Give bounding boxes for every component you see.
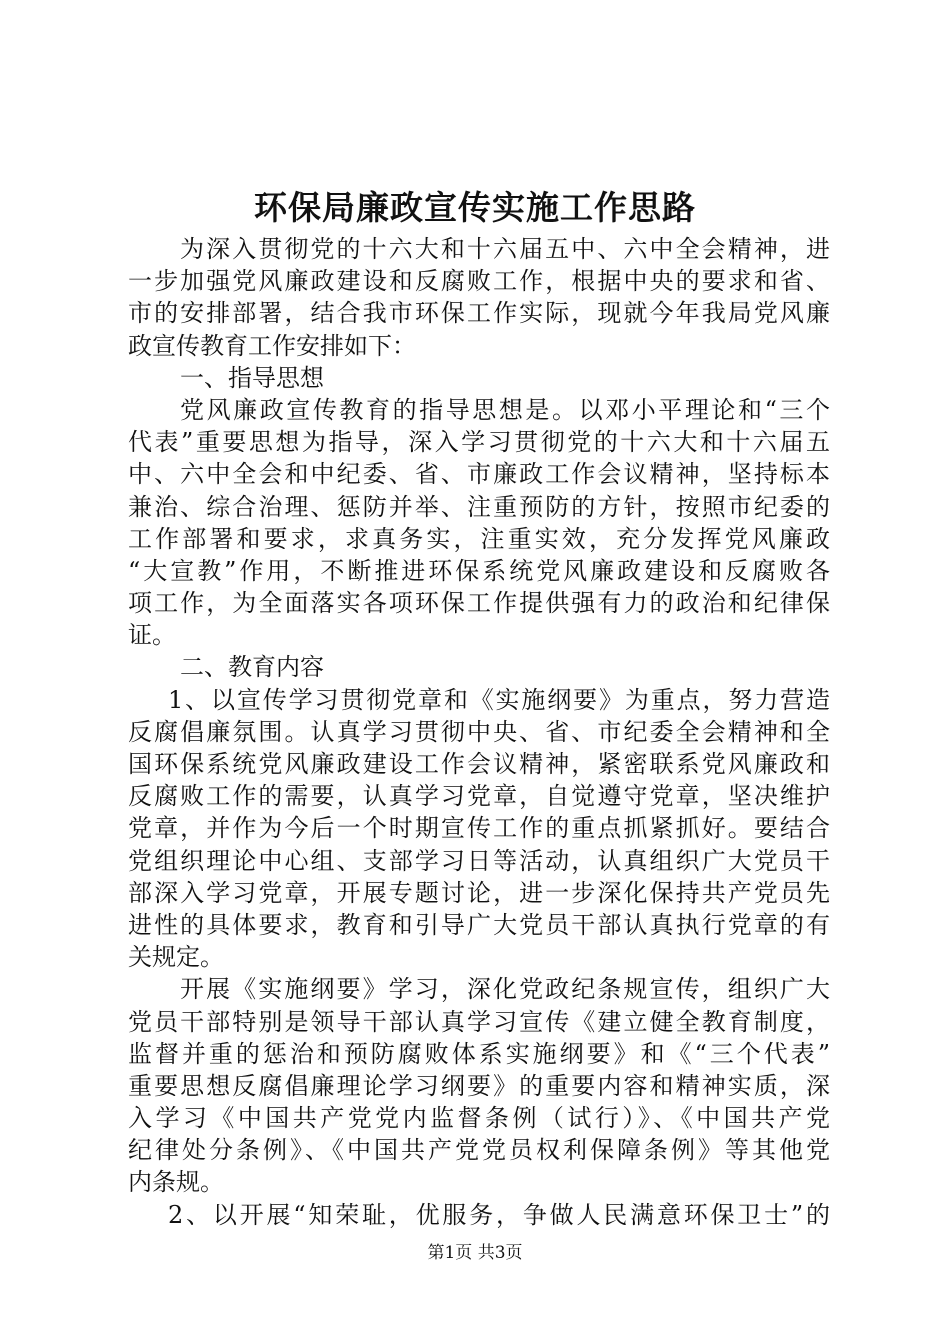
paragraph-line: 反腐倡廉氛围。认真学习贯彻中央、省、市纪委全会精神和全 bbox=[128, 717, 830, 746]
document-body bbox=[128, 233, 830, 1231]
paragraph-line: 关规定。 bbox=[128, 943, 224, 972]
paragraph-line: 党风廉政宣传教育的指导思想是。以邓小平理论和“三个 bbox=[180, 395, 830, 424]
paragraph-line: 开展《实施纲要》学习，深化党政纪条规宣传，组织广大 bbox=[180, 975, 830, 1004]
paragraph-line: 入学习《中国共产党党内监督条例（试行）》、《中国共产党 bbox=[128, 1104, 830, 1133]
paragraph-line: 重要思想反腐倡廉理论学习纲要》的重要内容和精神实质，深 bbox=[128, 1071, 830, 1100]
paragraph-line: 一步加强党风廉政建设和反腐败工作，根据中央的要求和省、 bbox=[128, 267, 830, 296]
paragraph-line: 兼治、综合治理、惩防并举、注重预防的方针，按照市纪委的 bbox=[128, 492, 830, 521]
paragraph-line: 党章，并作为今后一个时期宣传工作的重点抓紧抓好。要结合 bbox=[128, 814, 830, 843]
paragraph-line: 国环保系统党风廉政建设工作会议精神，紧密联系党风廉政和 bbox=[128, 750, 830, 778]
section-heading: 一、指导思想 bbox=[180, 363, 324, 392]
paragraph-line: 代表”重要思想为指导，深入学习贯彻党的十六大和十六届五 bbox=[128, 428, 830, 457]
paragraph-line: “大宣教”作用，不断推进环保系统党风廉政建设和反腐败各 bbox=[128, 556, 830, 585]
paragraph-line: 中、六中全会和中纪委、省、市廉政工作会议精神，坚持标本 bbox=[128, 460, 830, 489]
paragraph-line: 监督并重的惩治和预防腐败体系实施纲要》和《“三个代表” bbox=[128, 1039, 830, 1068]
document-title: 环保局廉政宣传实施工作思路 bbox=[254, 188, 696, 227]
paragraph-line: 党员干部特别是领导干部认真学习宣传《建立健全教育制度， bbox=[128, 1007, 830, 1036]
paragraph-line: 进性的具体要求，教育和引导广大党员干部认真执行党章的有 bbox=[128, 910, 830, 939]
paragraph-line: 市的安排部署，结合我市环保工作实际，现就今年我局党风廉 bbox=[128, 299, 830, 328]
paragraph-line: 政宣传教育工作安排如下： bbox=[128, 331, 416, 360]
section-heading: 二、教育内容 bbox=[180, 653, 324, 682]
page-footer: 第1页 共3页 bbox=[427, 1243, 523, 1263]
paragraph-line: 党组织理论中心组、支部学习日等活动，认真组织广大党员干 bbox=[128, 846, 830, 875]
paragraph-line: 1、以宣传学习贯彻党章和《实施纲要》为重点，努力营造 bbox=[168, 685, 830, 714]
paragraph-line: 2、以开展“知荣耻，优服务，争做人民满意环保卫士”的 bbox=[168, 1200, 830, 1229]
paragraph-line: 工作部署和要求，求真务实，注重实效，充分发挥党风廉政 bbox=[128, 524, 830, 553]
paragraph-line: 纪律处分条例》、《中国共产党党员权利保障条例》等其他党 bbox=[128, 1136, 830, 1165]
paragraph-line: 内条规。 bbox=[128, 1168, 224, 1197]
paragraph-line: 证。 bbox=[128, 621, 176, 650]
paragraph-line: 项工作，为全面落实各项环保工作提供强有力的政治和纪律保 bbox=[128, 589, 830, 618]
paragraph-line: 为深入贯彻党的十六大和十六届五中、六中全会精神，进 bbox=[180, 235, 830, 263]
paragraph-line: 部深入学习党章，开展专题讨论，进一步深化保持共产党员先 bbox=[128, 878, 830, 907]
paragraph-line: 反腐败工作的需要，认真学习党章，自觉遵守党章，坚决维护 bbox=[128, 782, 830, 811]
